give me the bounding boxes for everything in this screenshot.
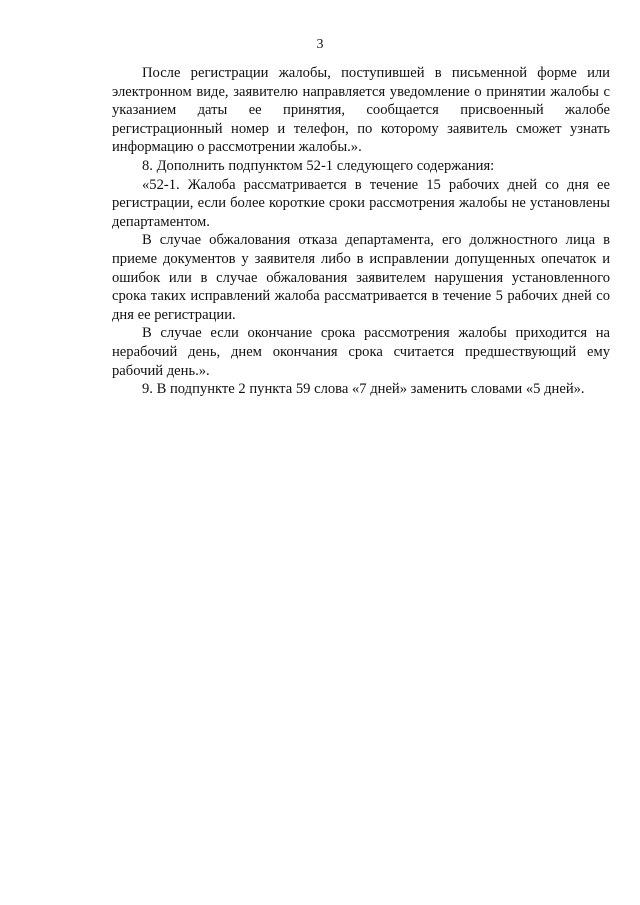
paragraph-item-8: 8. Дополнить подпунктом 52-1 следующего содержания: [142, 157, 495, 174]
paragraph-appeal-refusal: В случае обжалования отказа департамента, его должностного лица в приеме документов у заявителя либо в исправлении допущенных опечаток и ошибок или в случае обжалования заявителем нарушения установленного срока таких исправлений жалоба рассматривается в течение 5 рабочих дней со дня ее регистрации. [112, 232, 610, 323]
paragraph-52-1: «52-1. Жалоба рассматривается в течение 15 рабочих дней со дня ее регистрации, если более короткие сроки рассмотрения жалобы не установлены департаментом. [112, 176, 610, 230]
paragraph-registration-notice: После регистрации жалобы, поступившей в письменной форме или электронном виде, заявителю направляется уведомление о принятии жалобы с указанием даты ее принятия, сообщается присвоенный жалобе регистрационный номер и телефон, по которому заявитель сможет узнать информацию о рассмотрении жалобы.». [112, 65, 610, 156]
page-number: 3 [316, 37, 324, 52]
paragraph-nonworking-day: В случае если окончание срока рассмотрения жалобы приходится на нерабочий день, днем окончания срока считается предшествующий ему рабочий день.». [112, 325, 610, 379]
document-body [112, 64, 610, 399]
paragraph-item-9: 9. В подпункте 2 пункта 59 слова «7 дней» заменить словами «5 дней». [142, 381, 585, 398]
